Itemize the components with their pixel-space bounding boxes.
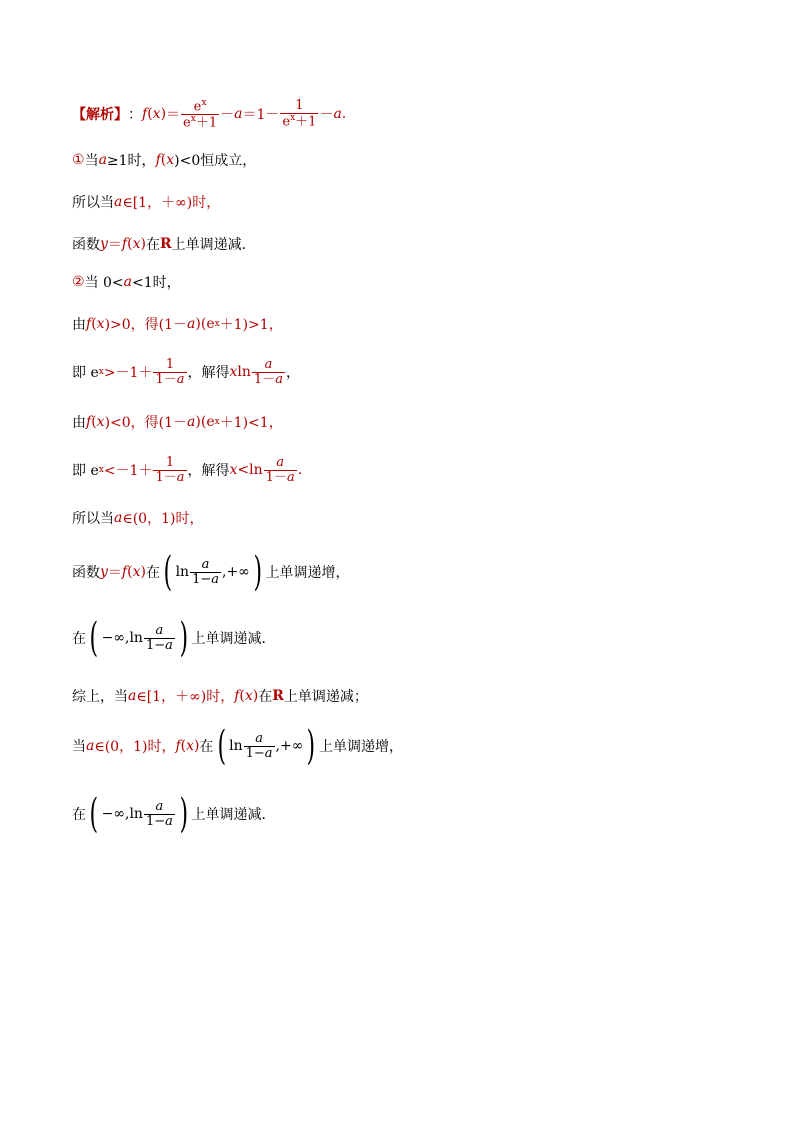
fraction: $\frac{1}{1-a}$ — [155, 454, 185, 485]
line-2: ① 当 a ≥1时， f ( x )<0恒成立， — [72, 152, 257, 169]
fraction: $\frac{a}{1-a}$ — [192, 556, 219, 587]
colon: ： — [128, 107, 142, 123]
line-14: 当 a ∈(0，1)时， f ( x ) 在 ( ln $\frac{a}{1-a}$ , +∞ ) 上单调递增， — [72, 723, 404, 769]
line-4: 函数 y ＝ f ( x ) 在 R 上单调递减． — [72, 236, 256, 253]
line-1: 【解析】 ： f ( x ) ＝ $\frac{e^x}{e^x+1}$ － a ＝1－ $\frac{1}{e^x+1}$ － a . — [72, 97, 347, 130]
interval: ( −∞, ln $\frac{a}{1-a}$ ) — [89, 615, 188, 661]
line-6: 由 f ( x )>0，得(1－ a )(e x ＋1)>1， — [72, 316, 283, 333]
line-3: 所以当 a ∈[1，＋∞)时， — [72, 194, 221, 211]
fraction: $\frac{a}{1-a}$ — [145, 798, 173, 829]
line-9: 即 e x <－1＋ $\frac{1}{1-a}$ ，解得 x <ln $\frac{a}{1-a}$ . — [72, 454, 303, 485]
fraction: $\frac{a}{1-a}$ — [253, 356, 283, 387]
line-15: 在 ( −∞, ln $\frac{a}{1-a}$ ) 上单调递减． — [72, 791, 276, 837]
fraction: $\frac{1}{1-a}$ — [155, 356, 185, 387]
fraction: $\frac{1}{e^x+1}$ — [282, 98, 317, 130]
line-5: ② 当 0< a <1时， — [72, 274, 181, 291]
analysis-tag: 【解析】 — [72, 107, 128, 123]
fraction: $\frac{a}{1-a}$ — [245, 730, 273, 761]
interval: ( ln $\frac{a}{1-a}$ , +∞ ) — [163, 549, 262, 595]
line-11: 函数 y ＝ f ( x ) 在 ( ln $\frac{a}{1-a}$ , +∞ ) 上单调递增， — [72, 549, 350, 595]
line-13: 综上，当 a ∈[1，＋∞)时， f ( x ) 在 R 上单调递减； — [72, 688, 368, 705]
line-12: 在 ( −∞, ln $\frac{a}{1-a}$ ) 上单调递减． — [72, 615, 276, 661]
interval: ( ln $\frac{a}{1-a}$ , +∞ ) — [217, 723, 316, 769]
fraction: $\frac{e^x}{e^x+1}$ — [183, 97, 218, 130]
fraction: $\frac{a}{1-a}$ — [265, 454, 295, 485]
line-10: 所以当 a ∈(0，1)时， — [72, 510, 204, 527]
interval: ( −∞, ln $\frac{a}{1-a}$ ) — [89, 791, 188, 837]
line-7: 即 e x >－1＋ $\frac{1}{1-a}$ ，解得 x ln $\frac{a}{1-a}$ ， — [72, 356, 300, 387]
fraction: $\frac{a}{1-a}$ — [145, 622, 173, 653]
line-8: 由 f ( x )<0，得(1－ a )(e x ＋1)<1， — [72, 414, 283, 431]
